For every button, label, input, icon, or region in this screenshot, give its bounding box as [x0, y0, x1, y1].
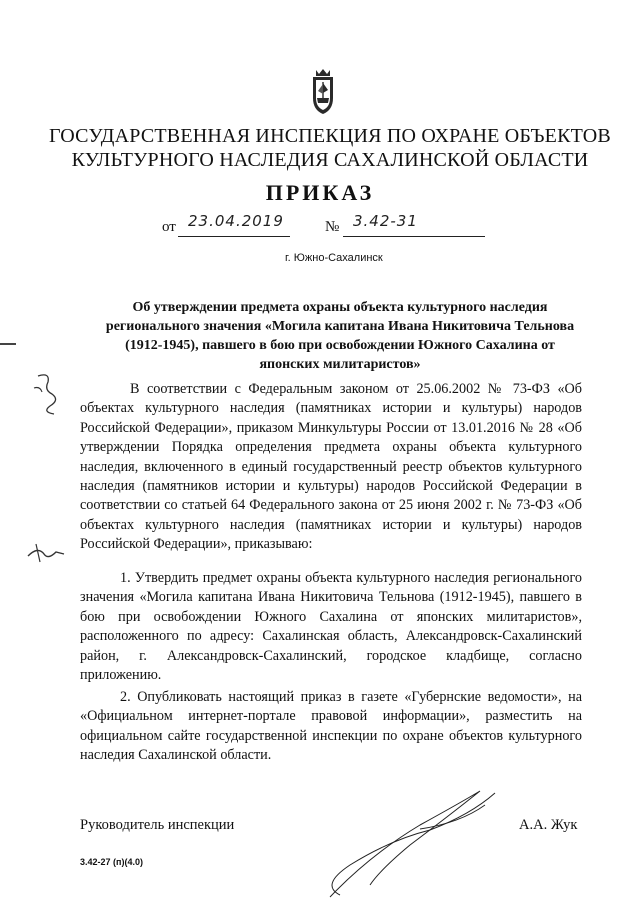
margin-mark — [0, 343, 16, 345]
signatory-name: А.А. Жук — [519, 817, 578, 833]
agency-name-line1: ГОСУДАРСТВЕННАЯ ИНСПЕКЦИЯ ПО ОХРАНЕ ОБЪЕКТОВ — [49, 125, 611, 147]
body-paragraph-1: В соответствии с Федеральным законом от 25.06.2002 № 73-ФЗ «Об объектах культурного наследия (памятниках истории и культуры) народов Российской Федерации», приказом Минкультуры России от 13.01.2016 № 28 «Об утверждении Порядка определения предмета охраны объекта культурного наследия, включенного в единый государственный реестр объектов культурного наследия (памятников истории и культуры) народов Российской Федерации в соответствии со статьей 64 Федерального закона от 25 июня 2002 г. № 73-ФЗ «Об объектах культурного наследия (памятниках истории и культуры) народов Российской Федерации», приказываю: — [80, 381, 582, 553]
body-paragraph-3: 2. Опубликовать настоящий приказ в газете «Губернские ведомости», на «Официальном интернет-портале правовой информации», разместить на официальном сайте государственной инспекции по охране объектов культурного наследия Сахалинской области. — [80, 689, 582, 764]
order-date: 23.04.2019 — [188, 212, 284, 230]
date-label: от — [162, 219, 176, 235]
document-code: 3.42-27 (п)(4.0) — [80, 857, 143, 867]
signatory-position: Руководитель инспекции — [80, 817, 235, 833]
coat-of-arms-icon — [307, 68, 339, 116]
number-label: № — [325, 219, 340, 235]
order-number: 3.42-31 — [353, 212, 418, 230]
document-type: ПРИКАЗ — [265, 180, 375, 205]
date-underline — [178, 236, 290, 237]
handwritten-initials-icon — [26, 540, 66, 566]
handwritten-margin-mark-icon — [30, 370, 66, 418]
order-title: Об утверждении предмета охраны объекта культурного наследия регионального значения «Могила капитана Ивана Никитовича Тельнова (1912-1945), павшего в бою при освобождении Южного Сахалина от японских милитаристов» — [105, 300, 575, 372]
city: г. Южно-Сахалинск — [285, 252, 383, 264]
number-underline — [343, 236, 485, 237]
body-paragraph-2: 1. Утвердить предмет охраны объекта культурного наследия регионального значения «Могила капитана Ивана Никитовича Тельнова (1912-1945), павшего в бою при освобождении Южного Сахалина от японских милитаристов», расположенного по адресу: Сахалинская область, Александровск-Сахалинский район, г. Александровск-Сахалинский, городское кладбище, согласно приложению. — [80, 570, 582, 684]
handwritten-signature-icon — [310, 785, 510, 900]
agency-name-line2: КУЛЬТУРНОГО НАСЛЕДИЯ САХАЛИНСКОЙ ОБЛАСТИ — [71, 149, 589, 171]
